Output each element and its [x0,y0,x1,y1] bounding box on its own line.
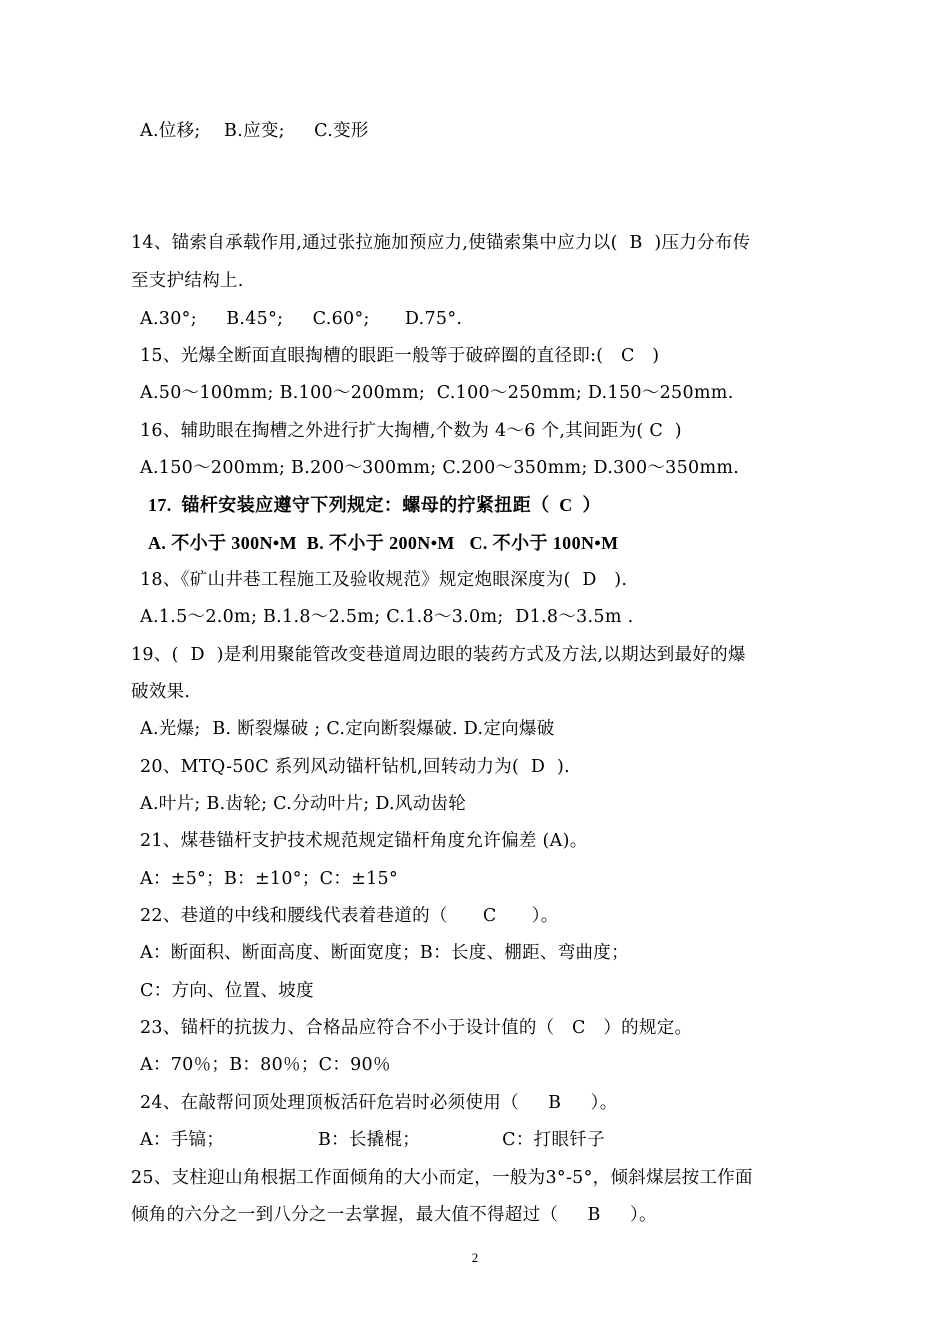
option-line-17: A. 不小于 300N•M B. 不小于 200N•M C. 不小于 100N•M [148,533,619,553]
option-line-18: A.1.5～2.0m; B.1.8～2.5m; C.1.8～3.0m; D1.8～3.5m . [140,607,634,627]
question-25-cont: 倾角的六分之一到八分之一去掌握，最大值不得超过（ B ）。 [131,1205,657,1225]
question-14-cont: 至支护结构上. [131,271,244,291]
option-line-19: A.光爆; B. 断裂爆破 ; C.定向断裂爆破. D.定向爆破 [140,719,555,739]
option-line-13: A.位移; B.应变; C.变形 [140,121,369,141]
page-number: 2 [471,1250,479,1265]
option-line-23: A：70％；B：80％；C：90％ [140,1055,391,1075]
question-18: 18、《矿山井巷工程施工及验收规范》规定炮眼深度为( D ). [140,570,628,590]
question-16: 16、辅助眼在掏槽之外进行扩大掏槽,个数为 4～6 个,其间距为( C ) [140,421,682,441]
option-line-22-a: A：断面积、断面高度、断面宽度；B：长度、棚距、弯曲度； [140,943,629,963]
question-24: 24、在敲帮问顶处理顶板活矸危岩时必须使用（ B ）。 [140,1093,618,1113]
question-17: 17. 锚杆安装应遵守下列规定：螺母的拧紧扭距（ C ） [148,495,601,515]
option-line-20: A.叶片; B.齿轮; C.分动叶片; D.风动齿轮 [140,794,467,814]
option-line-21: A：±5°；B：±10°；C：±15° [140,869,398,889]
question-19: 19、( D )是利用聚能管改变巷道周边眼的装药方式及方法,以期达到最好的爆 [131,645,746,665]
question-21: 21、煤巷锚杆支护技术规范规定锚杆角度允许偏差 (A)。 [140,831,588,851]
question-19-cont: 破效果. [131,682,191,702]
option-line-22-c: C：方向、位置、坡度 [140,981,314,1001]
option-line-15: A.50～100mm; B.100～200mm; C.100～250mm; D.150～250mm. [140,383,734,403]
option-line-16: A.150～200mm; B.200～300mm; C.200～350mm; D.300～350mm. [140,458,740,478]
question-25: 25、支柱迎山角根据工作面倾角的大小而定，一般为3°-5°，倾斜煤层按工作面 [131,1168,753,1188]
question-14: 14、锚索自承载作用,通过张拉施加预应力,使锚索集中应力以( B )压力分布传 [131,233,751,253]
option-line-24: A：手镐； B：长撬棍； C：打眼钎子 [140,1130,605,1150]
question-22: 22、巷道的中线和腰线代表着巷道的（ C ）。 [140,906,559,926]
question-20: 20、MTQ-50C 系列风动锚杆钻机,回转动力为( D ). [140,757,570,777]
question-23: 23、锚杆的抗拔力、合格品应符合不小于设计值的（ C ）的规定。 [140,1018,693,1038]
option-line-14: A.30°; B.45°; C.60°; D.75°. [140,309,463,329]
question-15: 15、光爆全断面直眼掏槽的眼距一般等于破碎圈的直径即:( C ) [140,346,660,366]
